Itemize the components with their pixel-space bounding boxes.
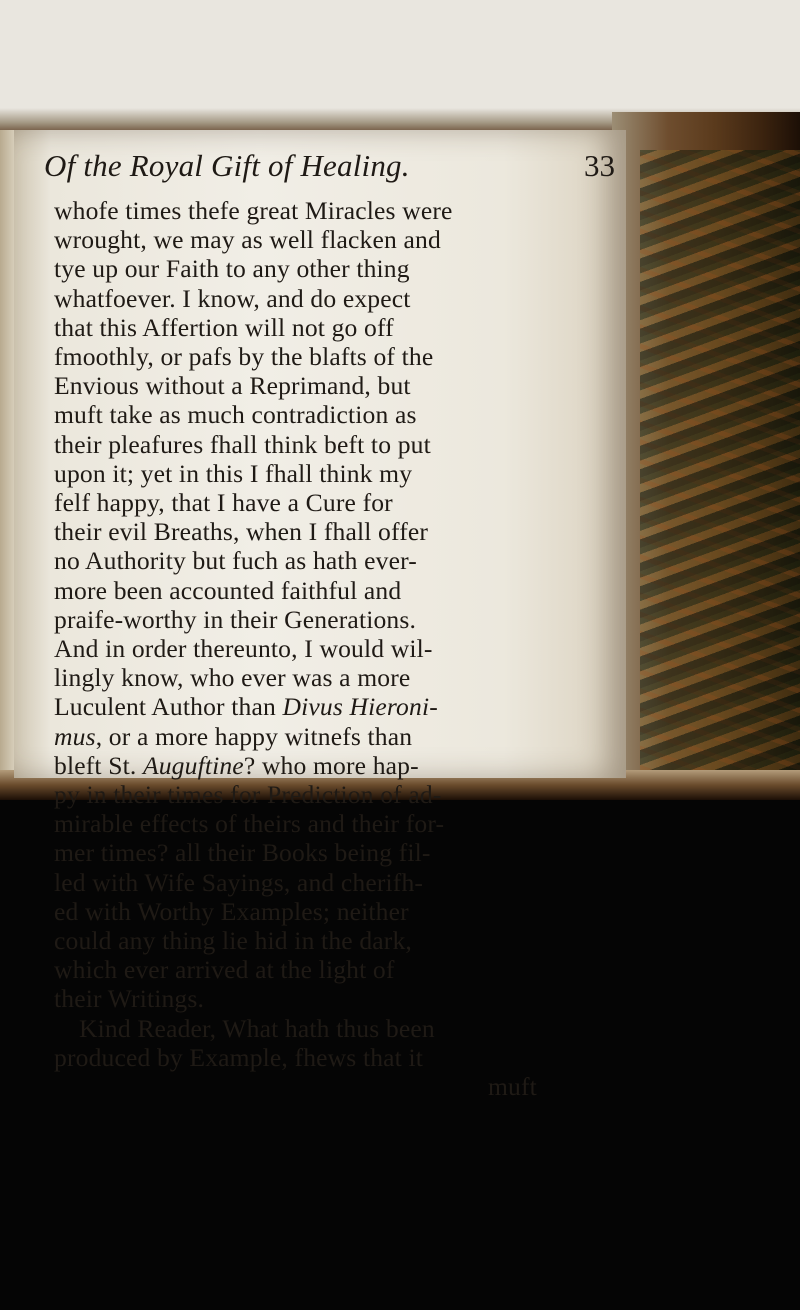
text-run: more been accounted faithful and	[54, 575, 402, 605]
running-head	[44, 148, 615, 196]
text-line	[54, 459, 609, 488]
text-line	[54, 488, 609, 517]
running-title: Of the Royal Gift of Healing.	[44, 148, 410, 183]
text-line	[54, 400, 609, 429]
text-run: felf happy, that I have a Cure for	[54, 488, 393, 518]
text-line	[54, 254, 609, 283]
text-run: whatfoever. I know, and do expect	[54, 283, 411, 313]
text-line	[54, 313, 609, 342]
text-line	[54, 371, 609, 400]
text-line	[54, 780, 609, 809]
text-line	[54, 692, 609, 721]
text-line	[54, 955, 609, 984]
text-line	[54, 634, 609, 663]
text-line	[54, 809, 609, 838]
text-run: py in their times for Prediction of ad-	[54, 780, 442, 810]
text-run: mirable effects of theirs and their for-	[54, 809, 445, 839]
page-text-block	[44, 148, 615, 1102]
book-page	[14, 130, 626, 1102]
text-run: Kind Reader, What hath thus been	[79, 1013, 435, 1043]
text-run: muft take as much contradiction as	[54, 400, 417, 430]
text-run: praife-worthy in their Generations.	[54, 604, 417, 634]
text-run: tye up our Faith to any other thing	[54, 254, 410, 284]
text-line	[54, 838, 609, 867]
text-run: which ever arrived at the light of	[54, 955, 395, 985]
text-line	[54, 225, 609, 254]
text-line	[54, 430, 609, 459]
text-run: could any thing lie hid in the dark,	[54, 926, 412, 956]
text-run: Luculent Author than	[54, 692, 283, 722]
italic-text: Divus Hieroni-	[282, 692, 438, 722]
text-run: bleft St.	[54, 750, 143, 780]
text-run: their evil Breaths, when I fhall offer	[54, 517, 429, 547]
page-left-edge	[0, 130, 14, 790]
text-line	[54, 517, 609, 546]
text-run: wrought, we may as well flacken and	[54, 225, 441, 255]
text-line	[54, 546, 609, 575]
text-run: ? who more hap-	[243, 750, 419, 780]
text-line	[54, 1043, 609, 1072]
text-line	[54, 342, 609, 371]
text-run: ed with Worthy Examples; neither	[54, 896, 409, 926]
text-line	[54, 284, 609, 313]
text-run: whofe times thefe great Miracles were	[54, 196, 453, 225]
text-line	[54, 751, 609, 780]
spine-marbled-pattern	[640, 150, 800, 770]
text-line	[54, 868, 609, 897]
text-line	[54, 984, 609, 1013]
text-run: produced by Example, fhews that it	[54, 1042, 423, 1072]
text-line	[54, 605, 609, 634]
text-run: fmoothly, or pafs by the blafts of the	[54, 342, 434, 372]
text-run: upon it; yet in this I fhall think my	[54, 458, 413, 488]
text-run: no Authority but fuch as hath ever-	[54, 546, 417, 576]
italic-text: mus	[54, 721, 96, 751]
text-run: And in order thereunto, I would wil-	[54, 634, 433, 664]
text-run: Envious without a Reprimand, but	[54, 371, 411, 401]
text-run: mer times? all their Books being fil-	[54, 838, 431, 868]
page-number: 33	[584, 148, 615, 183]
catchword: muft	[488, 1072, 537, 1102]
text-line	[54, 663, 609, 692]
text-line	[54, 897, 609, 926]
text-run: led with Wife Sayings, and cherifh-	[54, 867, 424, 897]
text-line	[54, 576, 609, 605]
text-run: , or a more happy witnefs than	[95, 721, 413, 751]
text-run: lingly know, who ever was a more	[54, 663, 411, 693]
text-line	[54, 1014, 609, 1043]
text-run: that this Affertion will not go off	[54, 312, 394, 342]
text-line	[54, 196, 609, 225]
text-run: their Writings.	[54, 984, 205, 1014]
body-text	[54, 196, 609, 1072]
text-line	[54, 926, 609, 955]
text-run: their pleafures fhall think beft to put	[54, 429, 431, 459]
italic-text: Auguftine	[142, 750, 244, 780]
text-line	[54, 722, 609, 751]
